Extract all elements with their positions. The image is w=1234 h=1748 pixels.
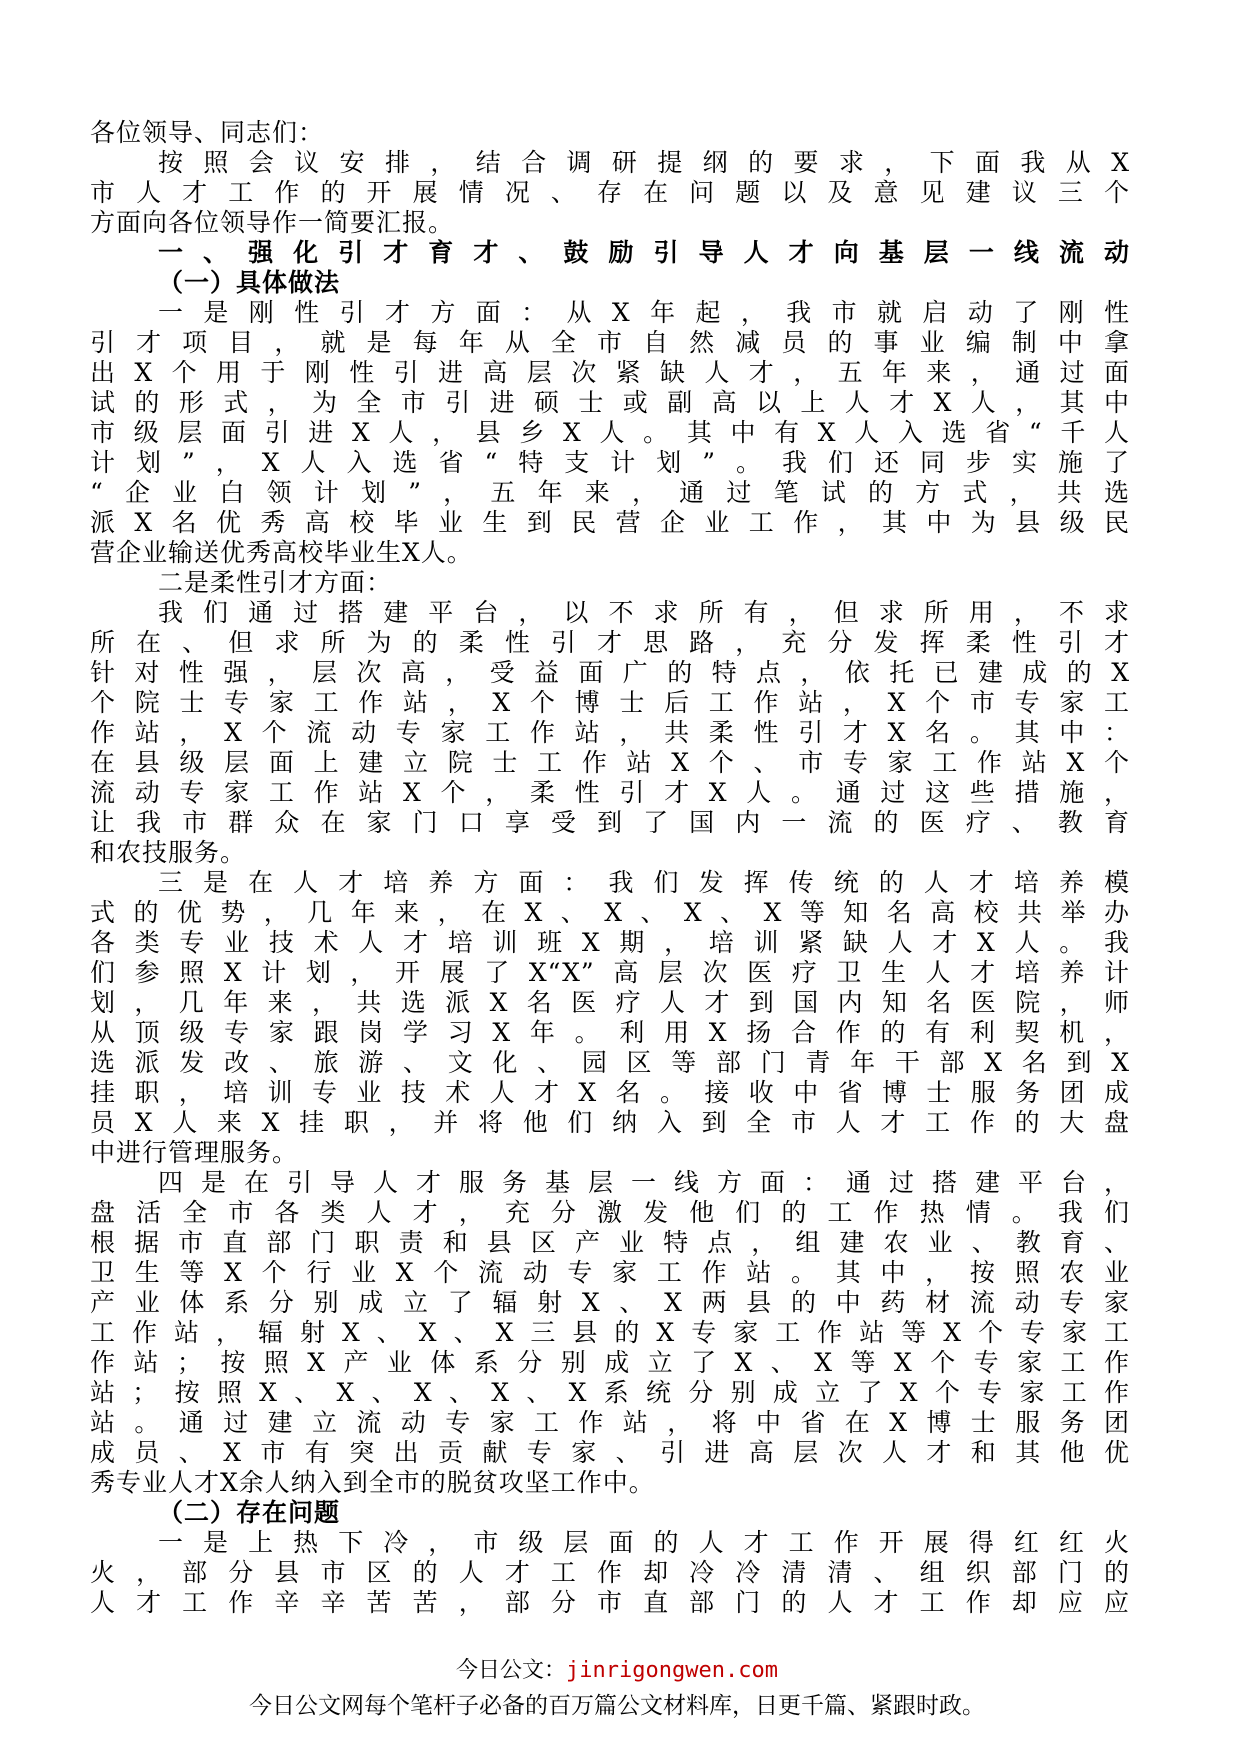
subsection-heading: （一）具体做法: [158, 268, 341, 297]
paragraph-line: 成员、X市有突出贡献专家、引进高层次人才和其他优: [90, 1438, 1130, 1467]
paragraph-line: 们参照X计划，开展了X“X”高层次医疗卫生人才培养计: [90, 958, 1130, 987]
paragraph-line: 试的形式，为全市引进硕士或副高以上人才X人，其中: [90, 388, 1130, 417]
paragraph-line: 盘活全市各类人才，充分激发他们的工作热情。我们: [90, 1198, 1130, 1227]
paragraph-line: 式的优势，几年来，在X、X、X、X等知名高校共举办: [90, 898, 1130, 927]
paragraph-line: 中进行管理服务。: [90, 1138, 299, 1167]
section-heading: 一、强化引才育才、鼓励引导人才向基层一线流动: [158, 238, 1130, 267]
paragraph-line: 作站，X个流动专家工作站，共柔性引才X名。其中：: [90, 718, 1130, 747]
paragraph-line: 站。通过建立流动专家工作站，将中省在X博士服务团: [90, 1408, 1130, 1437]
paragraph-line: 挂职，培训专业技术人才X名。接收中省博士服务团成: [90, 1078, 1130, 1107]
paragraph-line: 流动专家工作站X个，柔性引才X人。通过这些措施，: [90, 778, 1130, 807]
paragraph-line: 员X人来X挂职，并将他们纳入到全市人才工作的大盘: [90, 1108, 1130, 1137]
paragraph-line: “企业白领计划”，五年来，通过笔试的方式，共选: [90, 478, 1130, 507]
salutation: 各位领导、同志们：: [90, 118, 325, 147]
paragraph-line: 秀专业人才X余人纳入到全市的脱贫攻坚工作中。: [90, 1468, 655, 1497]
paragraph-line: 四是在引导人才服务基层一线方面：通过搭建平台，: [158, 1168, 1130, 1197]
paragraph-line: 按照会议安排，结合调研提纲的要求，下面我从X: [158, 148, 1130, 177]
paragraph-line: 各类专业技术人才培训班X期，培训紧缺人才X人。我: [90, 928, 1130, 957]
paragraph-line: 火，部分县市区的人才工作却冷冷清清、组织部门的: [90, 1558, 1130, 1587]
document-body: [90, 118, 1130, 1618]
paragraph-line: 和农技服务。: [90, 838, 247, 867]
paragraph-line: 出X个用于刚性引进高层次紧缺人才，五年来，通过面: [90, 358, 1130, 387]
paragraph-line: 一是上热下冷，市级层面的人才工作开展得红红火: [158, 1528, 1130, 1557]
paragraph-line: 一是刚性引才方面：从X年起，我市就启动了刚性: [158, 298, 1130, 327]
paragraph-line: 划，几年来，共选派X名医疗人才到国内知名医院，师: [90, 988, 1130, 1017]
paragraph-line: 方面向各位领导作一简要汇报。: [90, 208, 455, 237]
paragraph-line: 让我市群众在家门口享受到了国内一流的医疗、教育: [90, 808, 1130, 837]
paragraph-line: 引才项目，就是每年从全市自然减员的事业编制中拿: [90, 328, 1130, 357]
paragraph-line: 所在、但求所为的柔性引才思路，充分发挥柔性引才: [90, 628, 1130, 657]
footer-slogan: 今日公文网每个笔杆子必备的百万篇公文材料库，日更千篇、紧跟时政。: [249, 1693, 985, 1719]
paragraph-line: 选派发改、旅游、文化、园区等部门青年干部X名到X: [90, 1048, 1130, 1077]
paragraph-line: 市人才工作的开展情况、存在问题以及意见建议三个: [90, 178, 1130, 207]
footer-site-label: 今日公文：: [456, 1658, 567, 1683]
paragraph-line: 计划”，X人入选省“特支计划”。我们还同步实施了: [90, 448, 1130, 477]
footer-site-url[interactable]: jinrigongwen.com: [566, 1658, 778, 1683]
paragraph-line: 在县级层面上建立院士工作站X个、市专家工作站X个: [90, 748, 1130, 777]
subsection-heading: （二）存在问题: [158, 1498, 341, 1527]
paragraph-line: 二是柔性引才方面：: [158, 568, 393, 597]
paragraph-line: 卫生等X个行业X个流动专家工作站。其中，按照农业: [90, 1258, 1130, 1287]
paragraph-line: 针对性强，层次高，受益面广的特点，依托已建成的X: [90, 658, 1130, 687]
paragraph-line: 产业体系分别成立了辐射X、X两县的中药材流动专家: [90, 1288, 1130, 1317]
paragraph-line: 工作站，辐射X、X、X三县的X专家工作站等X个专家工: [90, 1318, 1130, 1347]
paragraph-line: 人才工作辛辛苦苦，部分市直部门的人才工作却应应: [90, 1588, 1130, 1617]
paragraph-line: 营企业输送优秀高校毕业生X人。: [90, 538, 473, 567]
paragraph-line: 站；按照X、X、X、X、X系统分别成立了X个专家工作: [90, 1378, 1130, 1407]
paragraph-line: 我们通过搭建平台，以不求所有，但求所用，不求: [158, 598, 1130, 627]
footer-site: [0, 1656, 1234, 1686]
paragraph-line: 派X名优秀高校毕业生到民营企业工作，其中为县级民: [90, 508, 1130, 537]
paragraph-line: 市级层面引进X人，县乡X人。其中有X人入选省“千人: [90, 418, 1130, 447]
paragraph-line: 从顶级专家跟岗学习X年。利用X扬合作的有利契机，: [90, 1018, 1130, 1047]
paragraph-line: 三是在人才培养方面：我们发挥传统的人才培养模: [158, 868, 1130, 897]
paragraph-line: 根据市直部门职责和县区产业特点，组建农业、教育、: [90, 1228, 1130, 1257]
paragraph-line: 个院士专家工作站，X个博士后工作站，X个市专家工: [90, 688, 1130, 717]
paragraph-line: 作站；按照X产业体系分别成立了X、X等X个专家工作: [90, 1348, 1130, 1377]
